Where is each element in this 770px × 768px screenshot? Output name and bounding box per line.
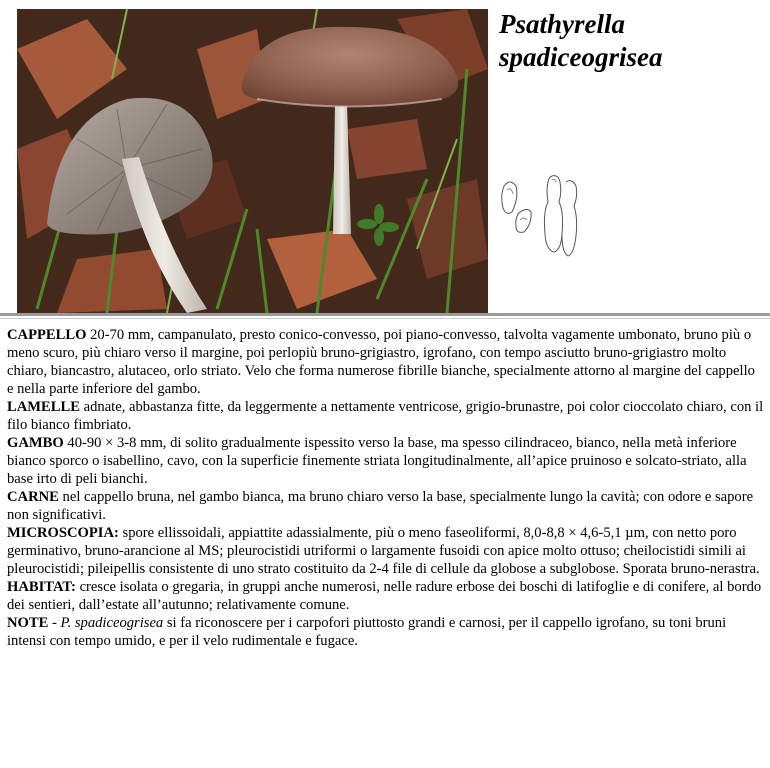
section-heading: CARNE [7,489,59,505]
section-note [7,614,765,650]
section-habitat [7,578,765,614]
section-heading: LAMELLE [7,399,80,415]
section-heading: CAPPELLO [7,327,87,343]
section-heading: GAMBO [7,435,64,451]
mushroom-photo [17,9,488,313]
species-title [499,8,759,74]
section-gambo [7,434,765,488]
section-text: si fa riconoscere per i carpofori piuttosto grandi e carnosi, per il cappello igrofano, su toni bruni intensi con tempo umido, e per il velo rudimentale e fugace. [7,615,727,649]
note-prefix: - [48,615,61,631]
section-heading: MICROSCOPIA: [7,525,119,541]
section-text: spore ellissoidali, appiattite adassialmente, più o meno faseoliformi, 8,0-8,8 × 4,6-5,1 µm, con netto poro germinativo, bruno-arancione al MS; pleurocistidi utriformi o largamente fusoidi con apice molto ottuso; cheilocistidi simili ai pleurocistidi; pileipellis consistente di uno strato costituito da 2-4 file di cellule da globose a subglobose. Sporata bruno-nerastra. [7,525,760,577]
section-text: adnate, abbastanza fitte, da leggermente a nettamente ventricose, grigio-brunastre, poi color cioccolato chiaro, con il filo bianco fimbriato. [7,399,764,433]
title-line-genus: Psathyrella [499,9,625,39]
section-microscopia [7,524,765,578]
section-cappello [7,326,765,398]
section-text: 40-90 × 3-8 mm, di solito gradualmente ispessito verso la base, ma spesso cilindraceo, bianco, nella metà inferiore bianco sporco o isabellino, cavo, con la superficie finemente striata longitudinalmente, all’apice pruinoso e solcato-striato, alla base irto di peli bianchi. [7,435,747,487]
section-text: 20-70 mm, campanulato, presto conico-convesso, poi piano-convesso, talvolta vagamente umbonato, bruno più o meno scuro, più chiaro verso il margine, poi perlopiù bruno-grigiastro, igrofano, con tempo asciutto bruno-grigiastro molto chiaro, biancastro, alutaceo, orlo striato. Velo che forma numerose fibrille bianche, specialmente attorno al margine del cappello e nella parte inferiore del gambo. [7,327,755,397]
section-divider-thin [0,318,770,319]
description-body [7,326,765,650]
section-carne [7,488,765,524]
title-line-species: spadiceogrisea [499,42,663,72]
spore-drawing [496,172,588,260]
note-species: P. spadiceogrisea [60,615,164,631]
section-text: nel cappello bruna, nel gambo bianca, ma bruno chiaro verso la base, specialmente lungo la cavità; con odore e sapore non significativi. [7,489,754,523]
section-divider-thick [0,313,770,316]
section-lamelle [7,398,765,434]
section-text: cresce isolata o gregaria, in gruppi anche numerosi, nelle radure erbose dei boschi di latifoglie e di conifere, al bordo dei sentieri, dall’estate all’autunno; relativamente comune. [7,579,762,613]
section-heading: HABITAT: [7,579,76,595]
section-heading: NOTE [7,615,49,631]
